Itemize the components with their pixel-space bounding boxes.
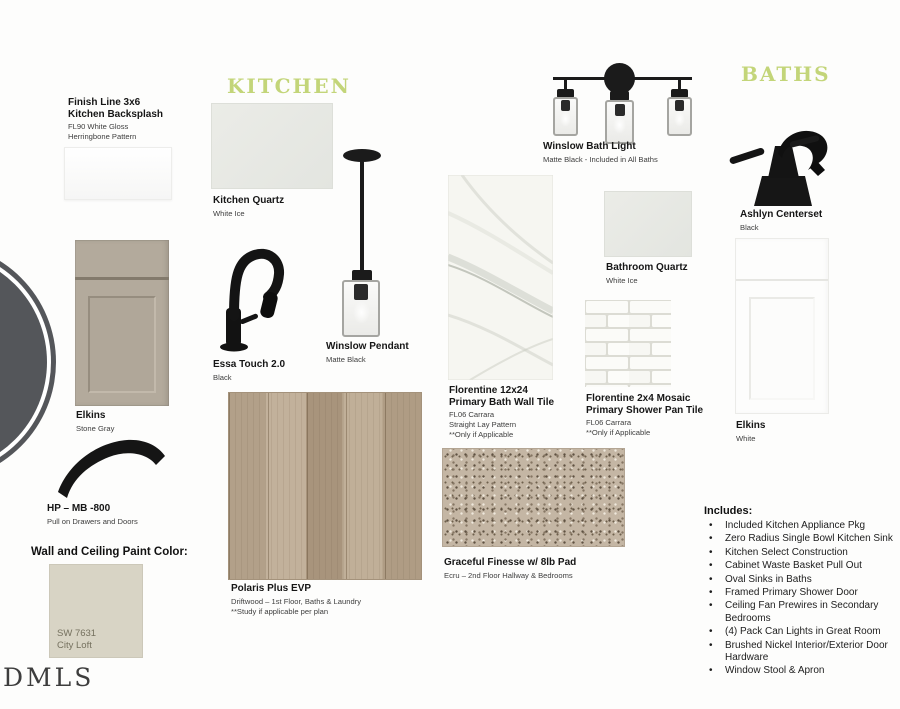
backsplash-label	[68, 97, 208, 142]
backsplash-name-line1: Finish Line 3x6	[68, 97, 141, 108]
marble-wall-tile-graphic	[448, 175, 553, 380]
bath-light-label	[543, 141, 658, 165]
kitchen-faucet-name: Essa Touch 2.0	[213, 359, 286, 370]
cabinet-stone-drawer	[75, 240, 169, 280]
wood-floor-label	[231, 583, 361, 617]
backsplash-name-line2: Kitchen Backsplash	[68, 108, 164, 120]
paint-color-name: City Loft	[57, 640, 92, 651]
bathroom-quartz-name: Bathroom Quartz	[606, 262, 688, 273]
mosaic-tile-detail2: **Only if Applicable	[586, 428, 651, 437]
carpet-swatch	[442, 448, 625, 547]
includes-list	[704, 520, 900, 678]
kitchen-quartz-name: Kitchen Quartz	[213, 195, 285, 206]
pendant-glass-shade	[342, 280, 380, 337]
baths-section-title: BATHS	[741, 62, 831, 86]
includes-item: • Zero Radius Single Bowl Kitchen Sink	[704, 533, 900, 545]
paint-heading: Wall and Ceiling Paint Color:	[31, 546, 188, 558]
includes-section	[704, 505, 900, 679]
brand-logo-text: DMLS	[3, 663, 95, 692]
pendant-label	[326, 341, 409, 365]
pendant-detail: Matte Black	[326, 354, 366, 364]
cabinet-pull-name: HP – MB -800	[47, 503, 111, 514]
kitchen-faucet-detail: Black	[213, 372, 232, 382]
kitchen-faucet-label	[213, 359, 285, 383]
backsplash-tile-swatch	[64, 147, 172, 200]
bathroom-quartz-label	[606, 262, 688, 286]
pendant-light-graphic	[326, 140, 396, 340]
cabinet-white-label	[736, 420, 765, 444]
includes-item: • (4) Pack Can Lights in Great Room	[704, 626, 900, 638]
includes-item: • Included Kitchen Appliance Pkg	[704, 520, 900, 532]
includes-heading: Includes:	[704, 505, 753, 517]
kitchen-faucet-graphic	[210, 236, 295, 354]
backsplash-detail1: FL90 White Gloss	[68, 122, 129, 131]
kitchen-quartz-swatch	[211, 103, 333, 189]
wood-floor-name: Polaris Plus EVP	[231, 583, 312, 594]
mosaic-tile-name2: Primary Shower Pan Tile	[586, 404, 704, 416]
cabinet-stone-door-panel	[88, 296, 156, 393]
includes-item: • Framed Primary Shower Door	[704, 587, 900, 599]
mosaic-tile-graphic	[585, 300, 671, 387]
includes-item: • Brushed Nickel Interior/Exterior Door Hardware	[704, 640, 900, 665]
mosaic-tile-detail1: FL06 Carrara	[586, 418, 632, 427]
pendant-rod	[360, 158, 364, 274]
carpet-detail1: Ecru – 2nd Floor Hallway & Bedrooms	[444, 570, 573, 580]
marble-wall-tile-label	[449, 385, 554, 440]
wood-floor-detail2: **Study if applicable per plan	[231, 606, 329, 616]
bath-light-name: Winslow Bath Light	[543, 141, 636, 152]
wood-floor-swatch	[228, 392, 422, 580]
carpet-name: Graceful Finesse w/ 8lb Pad	[444, 557, 577, 568]
pendant-name: Winslow Pendant	[326, 341, 409, 352]
bath-light-graphic	[545, 62, 700, 142]
marble-wall-tile-name2: Primary Bath Wall Tile	[449, 396, 555, 408]
mosaic-tile-label	[586, 393, 703, 438]
marble-wall-tile-detail2: Straight Lay Pattern	[449, 420, 517, 429]
bath-faucet-detail: Black	[740, 222, 759, 232]
cabinet-stone-detail: Stone Gray	[76, 423, 115, 433]
paint-code: SW 7631	[57, 628, 97, 639]
bath-faucet-name: Ashlyn Centerset	[740, 209, 823, 220]
bathroom-quartz-swatch	[604, 191, 692, 257]
cabinet-pull-graphic	[55, 430, 170, 500]
mosaic-tile-name1: Florentine 2x4 Mosaic	[586, 393, 691, 404]
bath-faucet-graphic	[726, 116, 838, 208]
paint-swatch-text	[57, 628, 96, 652]
includes-item: • Ceiling Fan Prewires in Secondary Bedrooms	[704, 600, 900, 625]
bath-light-glass-center	[605, 100, 634, 144]
bath-faucet-label	[740, 209, 822, 233]
includes-item: • Cabinet Waste Basket Pull Out	[704, 560, 900, 572]
marble-wall-tile-detail1: FL06 Carrara	[449, 410, 495, 419]
kitchen-section-title: KITCHEN	[227, 74, 351, 98]
bath-light-glass-left	[553, 97, 578, 136]
cabinet-pull-detail: Pull on Drawers and Doors	[47, 516, 138, 526]
marble-wall-tile-name1: Florentine 12x24	[449, 385, 528, 396]
paint-swatch	[49, 564, 143, 658]
cabinet-white-drawer	[736, 239, 828, 281]
kitchen-quartz-label	[213, 195, 284, 219]
cabinet-white-name: Elkins	[736, 420, 766, 431]
cabinet-white-detail: White	[736, 433, 756, 443]
includes-item: • Oval Sinks in Baths	[704, 574, 900, 586]
backsplash-detail2: Herringbone Pattern	[68, 132, 137, 141]
cabinet-pull-label	[47, 503, 138, 527]
cabinet-white-graphic	[735, 238, 829, 414]
logo-circle-graphic	[0, 252, 47, 472]
includes-item: • Window Stool & Apron	[704, 665, 900, 677]
bath-light-backplate	[604, 63, 635, 94]
kitchen-quartz-detail: White Ice	[213, 208, 245, 218]
cabinet-stone-gray-graphic	[75, 240, 169, 406]
bathroom-quartz-detail: White Ice	[606, 275, 638, 285]
carpet-label	[444, 557, 576, 581]
bath-light-detail: Matte Black - Included in All Baths	[543, 154, 658, 164]
cabinet-white-door-panel	[749, 297, 815, 400]
cabinet-stone-name: Elkins	[76, 410, 106, 421]
bath-light-glass-right	[667, 97, 692, 136]
wood-floor-detail1: Driftwood – 1st Floor, Baths & Laundry	[231, 596, 362, 606]
marble-wall-tile-detail3: **Only if Applicable	[449, 430, 514, 439]
includes-item: • Kitchen Select Construction	[704, 547, 900, 559]
